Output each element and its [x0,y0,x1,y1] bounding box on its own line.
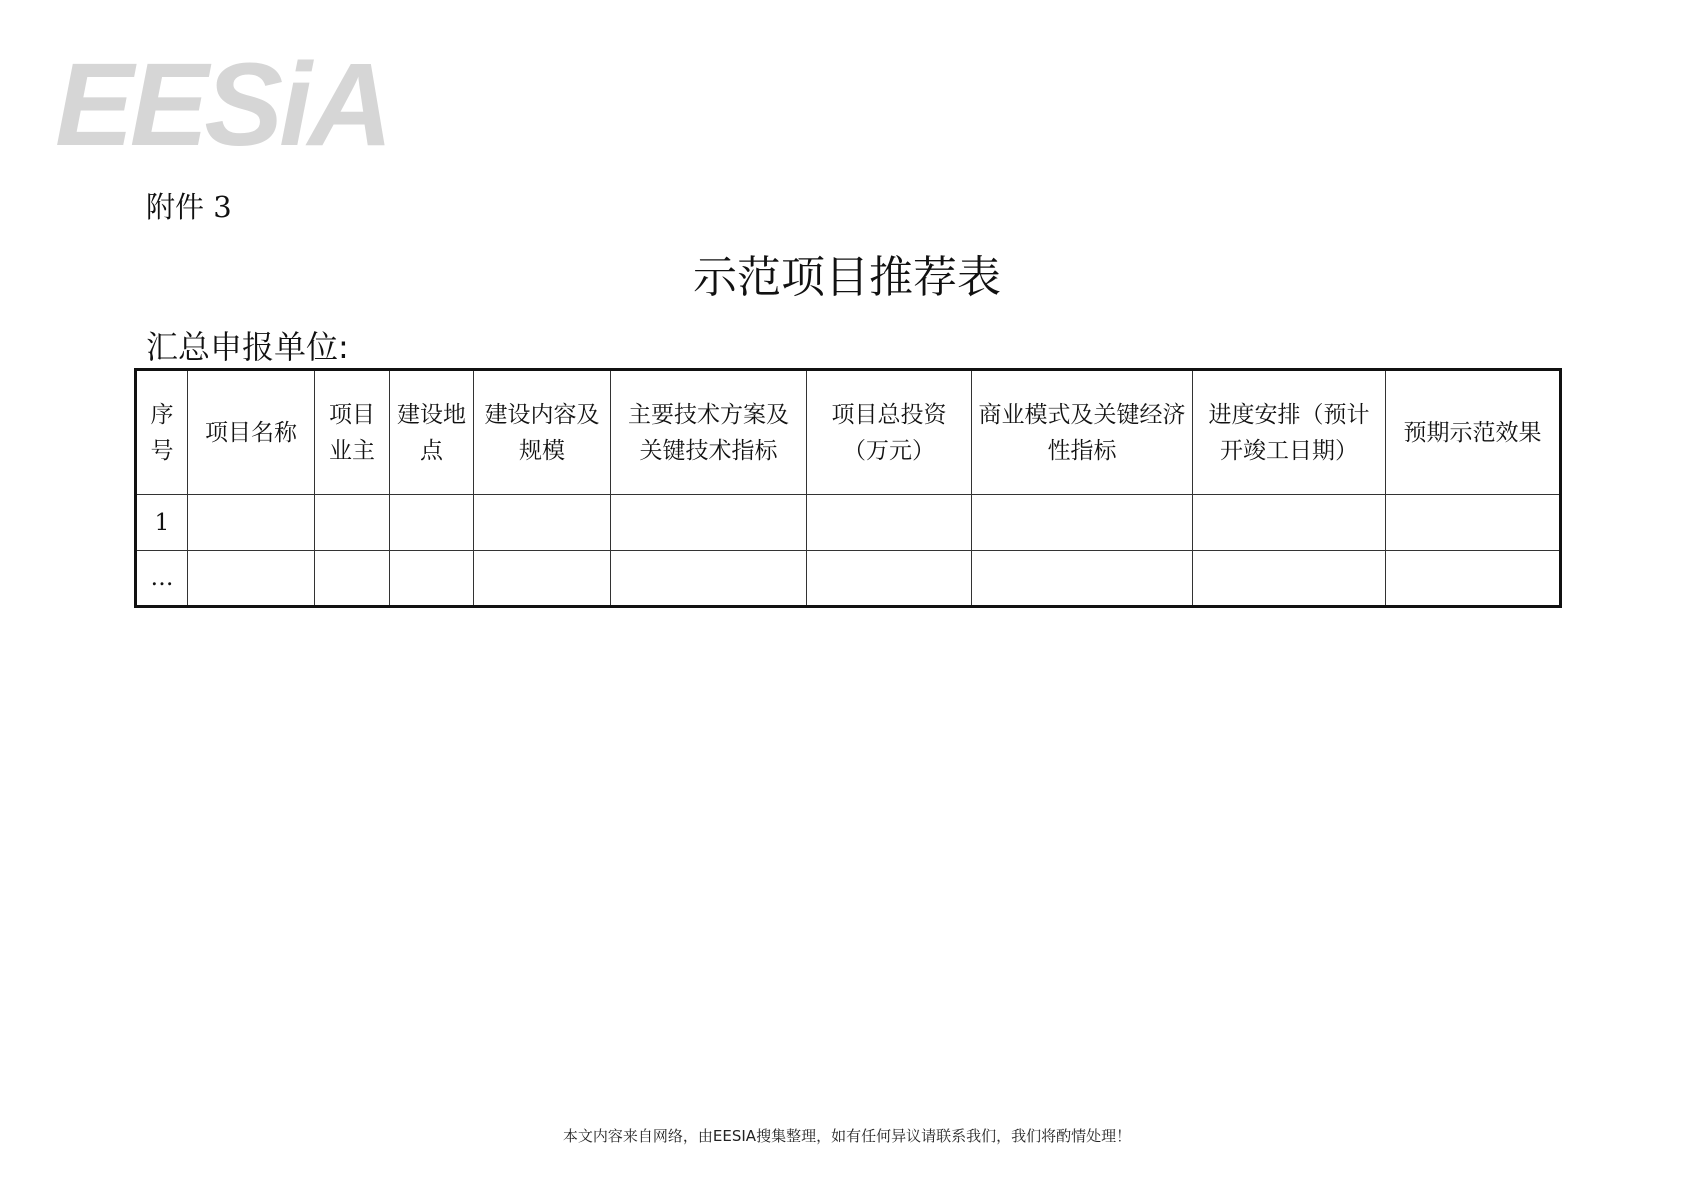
table-row [136,495,1561,551]
header-schedule: 进度安排（预计开竣工日期） [1193,370,1386,495]
table-header-row [136,370,1561,495]
table-cell[interactable] [611,551,807,607]
reporting-unit-label: 汇总申报单位: [146,328,349,366]
table-cell[interactable] [611,495,807,551]
table-cell[interactable] [972,551,1193,607]
header-construction-site: 建设地点 [390,370,474,495]
attachment-label: 附件 3 [146,190,232,224]
table-cell[interactable] [474,495,611,551]
page-title: 示范项目推荐表 [693,252,1001,303]
header-project-owner: 项目业主 [315,370,390,495]
table-cell[interactable]: 1 [136,495,188,551]
table-cell[interactable] [188,551,315,607]
header-seq-number: 序号 [136,370,188,495]
header-technical-plan: 主要技术方案及关键技术指标 [611,370,807,495]
table-cell[interactable] [1386,495,1561,551]
header-business-model: 商业模式及关键经济性指标 [972,370,1193,495]
recommendation-table [134,368,1562,608]
header-project-name: 项目名称 [188,370,315,495]
table-cell[interactable] [315,551,390,607]
table-cell[interactable] [1193,495,1386,551]
table-cell[interactable] [390,495,474,551]
table-cell[interactable] [1193,551,1386,607]
table-row [136,551,1561,607]
table-cell[interactable] [188,495,315,551]
table-cell[interactable] [807,495,972,551]
header-construction-scope: 建设内容及规模 [474,370,611,495]
table-cell[interactable] [390,551,474,607]
header-expected-effect: 预期示范效果 [1386,370,1561,495]
table-cell[interactable] [474,551,611,607]
table-cell[interactable]: … [136,551,188,607]
eesia-watermark-logo: EESiA [55,39,390,171]
header-total-investment: 项目总投资（万元） [807,370,972,495]
table-cell[interactable] [807,551,972,607]
table-cell[interactable] [972,495,1193,551]
footer-disclaimer: 本文内容来自网络，由EESIA搜集整理，如有任何异议请联系我们，我们将酌情处理！ [562,1127,1132,1145]
table-cell[interactable] [315,495,390,551]
table-cell[interactable] [1386,551,1561,607]
